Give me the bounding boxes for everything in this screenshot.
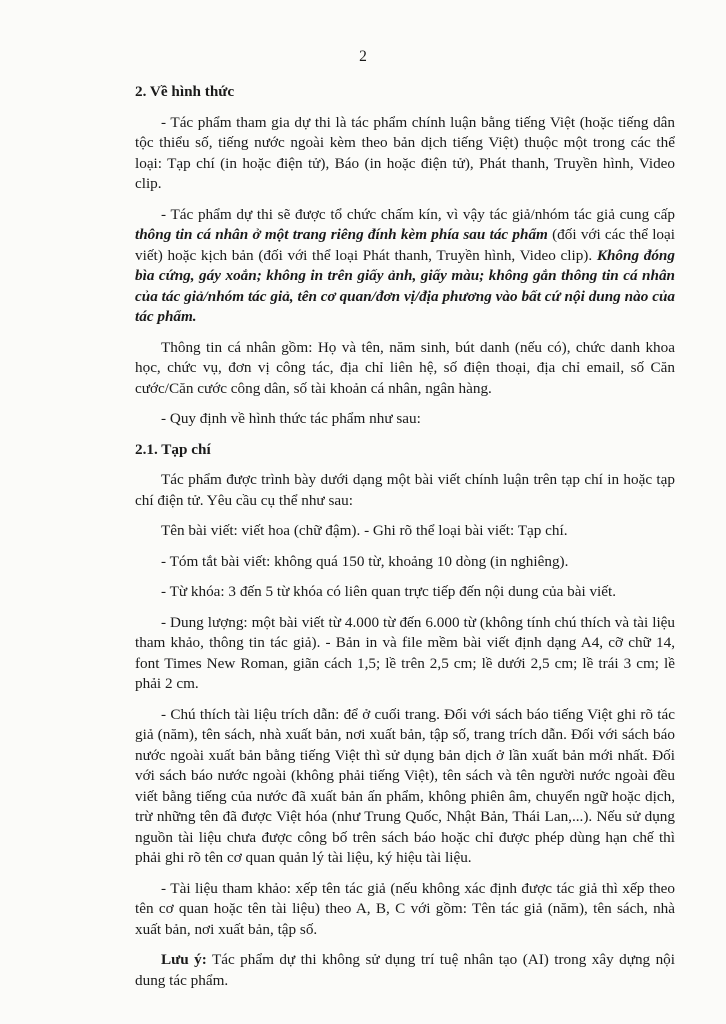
paragraph-4: - Quy định về hình thức tác phẩm như sau: <box>161 410 421 427</box>
paragraph-11: - Tài liệu tham khảo: xếp tên tác giả (nếu không xác định được tác giả thì xếp theo tên cơ quan hoặc tên tài liệu) theo A, B, C với gồm: Tên tác giả (năm), tên sách, nhà xuất bản, nơi xuất bản, tập số. <box>135 879 675 938</box>
page-number: 2 <box>359 48 367 65</box>
paragraph-6: Tên bài viết: viết hoa (chữ đậm). - Ghi rõ thể loại bài viết: Tạp chí. <box>161 522 568 539</box>
paragraph-1: - Tác phẩm tham gia dự thi là tác phẩm chính luận bằng tiếng Việt (hoặc tiếng dân tộc thiểu số, tiếng nước ngoài kèm theo bản dịch tiếng Việt) thuộc một trong các thể loại: Tạp chí (in hoặc điện tử), Báo (in hoặc điện tử), Phát thanh, Truyền hình, Video clip. <box>135 113 675 192</box>
section-title: 2. Về hình thức <box>135 83 235 100</box>
paragraph-8: - Từ khóa: 3 đến 5 từ khóa có liên quan trực tiếp đến nội dung của bài viết. <box>161 583 617 600</box>
paragraph-5: Tác phẩm được trình bày dưới dạng một bài viết chính luận trên tạp chí in hoặc tạp chí điện tử. Yêu cầu cụ thể như sau: <box>135 471 675 509</box>
paragraph-2-emphasis-1: thông tin cá nhân ở một trang riêng đính kèm phía sau tác phẩm <box>135 226 548 243</box>
paragraph-3: Thông tin cá nhân gồm: Họ và tên, năm sinh, bút danh (nếu có), chức danh khoa học, chức vụ, đơn vị công tác, địa chỉ liên hệ, số điện thoại, địa chỉ email, số Căn cước/Căn cước công dân, số tài khoản cá nhân, ngân hàng. <box>135 338 675 397</box>
note-label: Lưu ý: <box>161 951 207 968</box>
document-body <box>135 82 675 1001</box>
subsection-title: 2.1. Tạp chí <box>135 440 211 458</box>
paragraph-2-text-1: - Tác phẩm dự thi sẽ được tổ chức chấm kín, vì vậy tác giả/nhóm tác giả cung cấp <box>161 205 675 223</box>
paragraph-2-emphasis-2: Không đóng bìa cứng, gáy xoắn; không in trên giấy ảnh, giấy màu; không gắn thông tin cá nhân của tác giả/nhóm tác giả, tên cơ quan/đơn vị/địa phương vào bất cứ nội dung nào của tác phẩm. <box>135 246 675 325</box>
paragraph-10: - Chú thích tài liệu trích dẫn: để ở cuối trang. Đối với sách báo tiếng Việt ghi rõ tác giả (năm), tên sách, nhà xuất bản, nơi xuất bản, tập số, trang trích dẫn. Đối với sách báo nước ngoài xuất bản bằng tiếng Việt thì sử dụng bản dịch ở lần xuất bản mới nhất. Đối với sách báo nước ngoài (không phải tiếng Việt), tên sách và tên người nước ngoài đều viết bằng tiếng của nước đã xuất bản ấn phẩm, không phiên âm, chuyển ngữ hoặc dịch, trừ những tên đã được Việt hóa (như Trung Quốc, Nhật Bản, Thái Lan,...). Nếu sử dụng nguồn tài liệu chưa được công bố trên sách báo hoặc chỉ được phép dùng hạn chế thì phải ghi rõ tên cơ quan quản lý tài liệu, ký hiệu tài liệu. <box>135 705 675 866</box>
paragraph-7: - Tóm tắt bài viết: không quá 150 từ, khoảng 10 dòng (in nghiêng). <box>161 552 569 570</box>
note-paragraph <box>135 950 675 991</box>
paragraph-2 <box>135 205 675 328</box>
paragraph-2-text-2: (đối với các thể loại viết) hoặc kịch bản (đối với thể loại Phát thanh, Truyền hình, Video clip). <box>135 226 675 264</box>
paragraph-9: - Dung lượng: một bài viết từ 4.000 từ đến 6.000 từ (không tính chú thích và tài liệu tham khảo, thông tin tác giả). - Bản in và file mềm bài viết định dạng A4, cỡ chữ 14, font Times New Roman, giãn cách 1,5; lề trên 2,5 cm; lề dưới 2,5 cm; lề trái 3 cm; lề phải 2 cm. <box>135 613 675 692</box>
note-text: Tác phẩm dự thi không sử dụng trí tuệ nhân tạo (AI) trong xây dựng nội dung tác phẩm. <box>135 951 675 989</box>
